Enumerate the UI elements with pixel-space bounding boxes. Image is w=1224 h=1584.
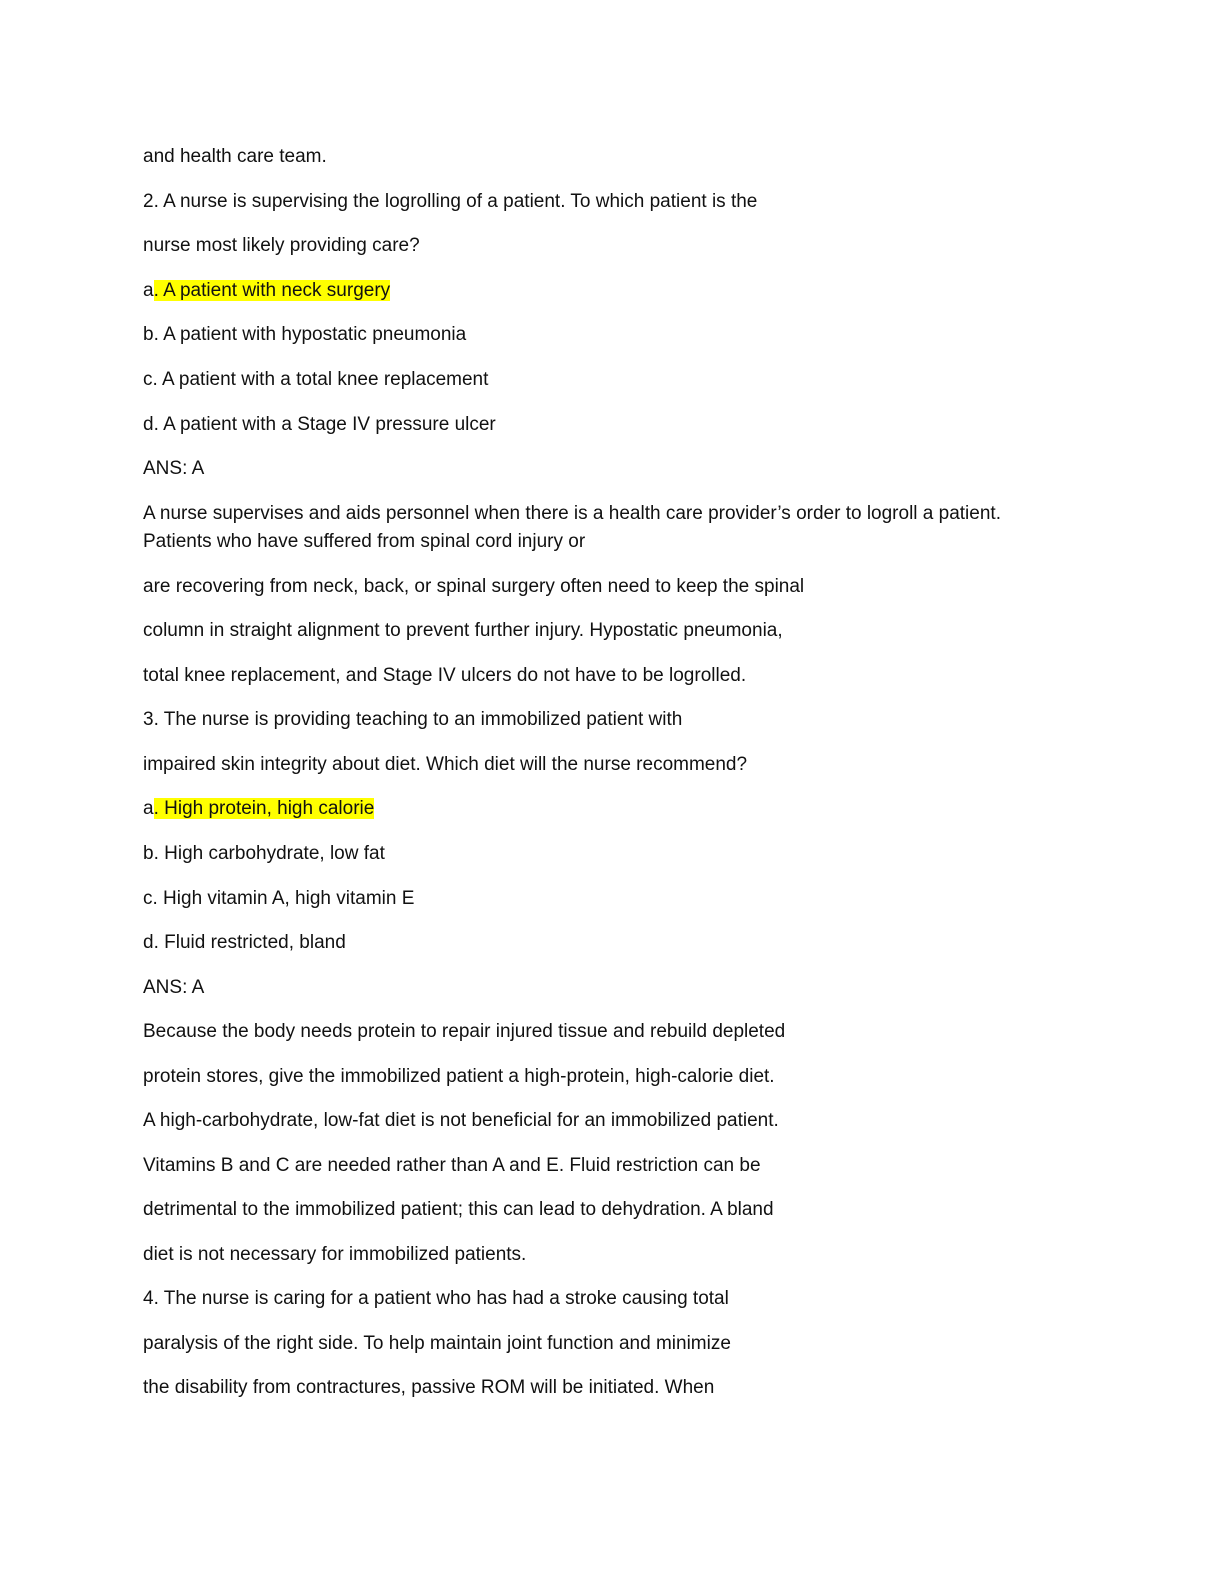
option-letter: a <box>143 798 154 819</box>
question-3-stem-line-2: impaired skin integrity about diet. Which diet will the nurse recommend? <box>143 754 748 775</box>
option-letter: a <box>143 280 154 301</box>
question-2-option-c: c. A patient with a total knee replacement <box>143 369 489 390</box>
highlighted-answer: . High protein, high calorie <box>153 798 375 819</box>
question-2-answer: ANS: A <box>143 458 205 479</box>
question-2-rationale-line-3: are recovering from neck, back, or spinal surgery often need to keep the spinal <box>143 576 805 597</box>
question-3-option-c: c. High vitamin A, high vitamin E <box>143 888 415 909</box>
question-3-rationale-line-3: A high-carbohydrate, low-fat diet is not beneficial for an immobilized patient. <box>143 1110 779 1131</box>
question-3-rationale-line-6: diet is not necessary for immobilized patients. <box>143 1244 527 1265</box>
question-3-answer: ANS: A <box>143 977 205 998</box>
question-3-rationale-line-4: Vitamins B and C are needed rather than A and E. Fluid restriction can be <box>143 1155 761 1176</box>
question-3-option-a <box>143 797 374 821</box>
question-2-option-b: b. A patient with hypostatic pneumonia <box>143 324 467 345</box>
question-3-option-d: d. Fluid restricted, bland <box>143 932 346 953</box>
question-2-stem-line-2: nurse most likely providing care? <box>143 235 420 256</box>
question-2-rationale-line-1: A nurse supervises and aids personnel when there is a health care provider’s order to logroll a patient. <box>143 503 1001 524</box>
question-4-stem-line-1: 4. The nurse is caring for a patient who has had a stroke causing total <box>143 1288 729 1309</box>
question-2-rationale-line-4: column in straight alignment to prevent further injury. Hypostatic pneumonia, <box>143 620 783 641</box>
question-3-rationale-line-2: protein stores, give the immobilized patient a high-protein, high-calorie diet. <box>143 1066 775 1087</box>
intro-text: and health care team. <box>143 146 327 167</box>
question-2-option-d: d. A patient with a Stage IV pressure ulcer <box>143 414 496 435</box>
question-4-stem-line-2: paralysis of the right side. To help maintain joint function and minimize <box>143 1333 731 1354</box>
highlighted-answer: . A patient with neck surgery <box>153 280 391 301</box>
question-3-option-b: b. High carbohydrate, low fat <box>143 843 385 864</box>
question-2-option-a <box>143 279 390 303</box>
question-4-stem-line-3: the disability from contractures, passive ROM will be initiated. When <box>143 1377 715 1398</box>
question-2-stem-line-1: 2. A nurse is supervising the logrolling of a patient. To which patient is the <box>143 191 758 212</box>
question-3-rationale-line-5: detrimental to the immobilized patient; this can lead to dehydration. A bland <box>143 1199 774 1220</box>
question-2-rationale-line-2: Patients who have suffered from spinal cord injury or <box>143 531 586 552</box>
question-2-rationale-line-5: total knee replacement, and Stage IV ulcers do not have to be logrolled. <box>143 665 747 686</box>
question-3-stem-line-1: 3. The nurse is providing teaching to an immobilized patient with <box>143 709 683 730</box>
question-3-rationale-line-1: Because the body needs protein to repair injured tissue and rebuild depleted <box>143 1021 786 1042</box>
